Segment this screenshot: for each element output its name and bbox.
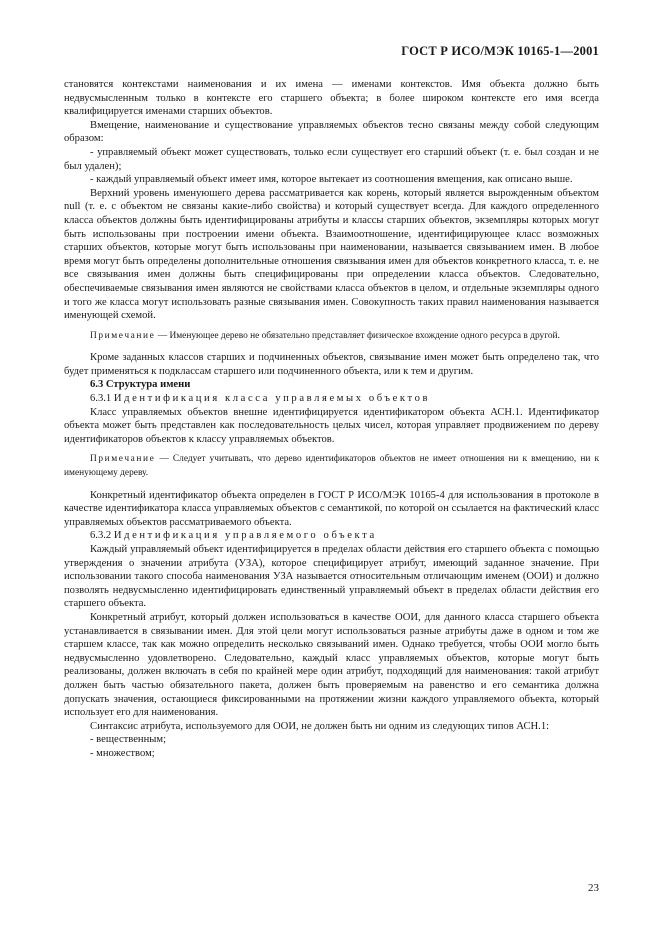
paragraph: Кроме заданных классов старших и подчиненных объектов, связывание имен может быть определено так, что будет применяться к подклассам старшего или подчиненного объекта, или к тем и другим. [64,352,599,377]
paragraph: Класс управляемых объектов внешне идентифицируется идентификатором объекта АСН.1. Идентификатор объекта может быть представлен как последовательность целых чисел, которая управляет продвижением по дереву идентификаторов объектов к классу управляемых объектов. [64,406,599,445]
subsection-heading: Идентификация управляемого объекта [113,530,377,542]
note-label: Примечание [90,330,156,341]
paragraph: Верхний уровень именуюшего дерева рассматривается как корень, который является вырожденным объектом null (т. е. с объектом не связаны какие-либо свойства) и который существует всегда. Для каждого определенного класса объектов должны быть идентифицированы атрибуты и классы старших объектов, экземпляры которых могут быть использованы при построении имени объекта. Взаимоотношение, идентифицирующее класс возможных старших объектов, которые могут быть использованы при наименовании, называется связыванием имен. В любое время могут быть определены дополнительные отношения связывания имен для объектов конкретного класса, т. е. не все связывания имен должны быть специфицированы при определении класса объектов. Следовательно, обеспечиваемые связывания имен являются не свойствами класса объектов в целом, и отдельные экземпляры одного и того же класса могут использовать разные связывания имен. Совокупность таких правил наименования называется именующей схемой. [64,187,599,322]
note [64,330,599,344]
paragraph: Конкретный идентификатор объекта определен в ГОСТ Р ИСО/МЭК 10165-4 для использования в протоколе в качестве идентификатора класса управляемых объектов с семантикой, по которой он ссылается на фактический класс управляемых объектов рассматриваемого объекта. [64,489,599,528]
document-body [64,78,599,761]
list-item: - множеством; [90,747,155,759]
paragraph: Синтаксис атрибута, используемого для ООИ, не должен быть ни одним из следующих типов АСН.1: [90,720,550,732]
subsection-title [64,392,599,406]
note-label: Примечание [90,454,156,465]
section-title: 6.3 Структура имени [90,379,191,391]
document-header: ГОСТ Р ИСО/МЭК 10165-1—2001 [401,44,599,58]
note-text: — Следует учитывать, что дерево идентификаторов объектов не имеет отношения ни к вмещению, ни к именующему дереву. [64,454,599,479]
list-item: - вещественным; [90,734,167,746]
list-item: - каждый управляемый объект имеет имя, которое вытекает из соотношения вмещения, как описано выше. [90,174,573,186]
list-item: - управляемый объект может существовать, только если существует его старший объект (т. е. был создан и не был удален); [64,146,599,172]
subsection-number: 6.3.1 [90,393,112,405]
paragraph: Каждый управляемый объект идентифицируется в пределах области действия его старшего объекта с помощью утверждения о значении атрибута (УЗА), которое специфицирует атрибут, имеющий заданное значение. При использовании такого способа наименования УЗА называется относительным отличающим именем (ООИ) и должно позволять недвусмысленно идентифицировать единственный управляемый объект в пределах области действия его старшего объекта. [64,544,599,610]
subsection-heading: Идентификация класса управляемых объектов [113,393,431,405]
paragraph: Вмещение, наименование и существование управляемых объектов тесно связаны между собой следующим образом: [64,119,599,145]
subsection-number: 6.3.2 [90,530,112,542]
note [64,453,599,480]
subsection-title [64,529,599,543]
paragraph: становятся контекстами наименования и их имена — именами контекстов. Имя объекта должно быть недвусмысленным только в контексте его старшего объекта; в более широком контексте его имя всегда квалифицируется именами старших объектов. [64,79,599,118]
paragraph: Конкретный атрибут, который должен использоваться в качестве ООИ, для данного класса старшего объекта устанавливается в связывании имен. Для этой цели могут использоваться разные атрибуты даже в одном и том же старшем классе, так как можно определить несколько связываний имен. Однако требуется, чтобы ООИ могло быть недвусмысленно удовлетворено. Следовательно, каждый класс управляемых объектов, которые могут быть реализованы, должен включать в себя по крайней мере один атрибут, подходящий для наименования: такой атрибут должен быть частью обязательного пакета, должен быть проверяемым на равенство и его семантика должна допускать значения, остающиеся фиксированными на протяжении жизни каждого управляемого объекта, который использует его для наименования. [64,611,599,719]
note-text: — Именующее дерево не обязательно представляет физическое вхождение одного ресурса в другой. [155,330,560,341]
page-number: 23 [588,882,599,894]
